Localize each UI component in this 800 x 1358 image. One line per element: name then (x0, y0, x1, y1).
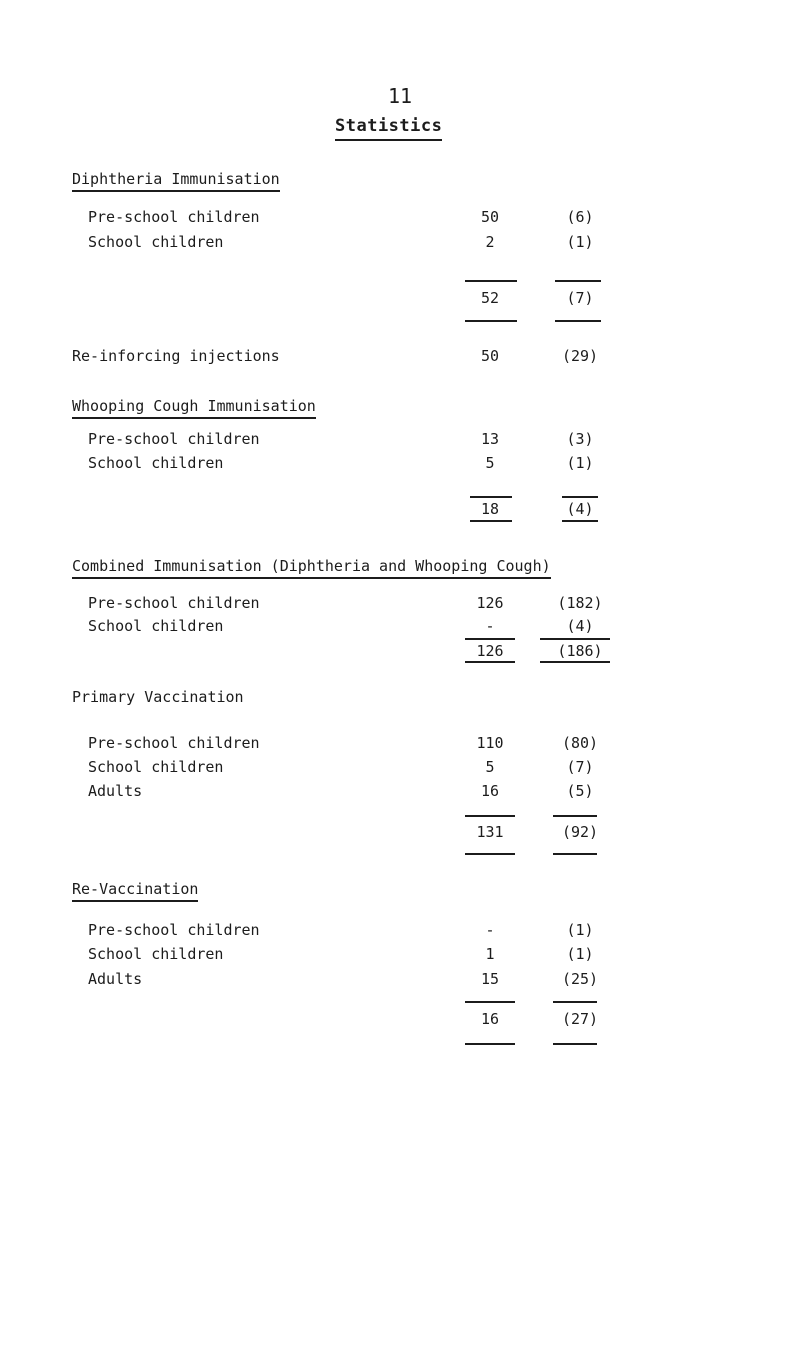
reinforcing-label: Re-inforcing injections (72, 347, 280, 365)
total-rule (465, 853, 515, 855)
row-label: School children (88, 233, 224, 251)
row-label: School children (88, 945, 224, 963)
row-value-bracket: (7) (566, 758, 594, 776)
total-rule (555, 320, 601, 322)
reinforcing-value: 50 (480, 347, 500, 365)
total-rule (553, 1001, 597, 1003)
combined-heading: Combined Immunisation (Diphtheria and Whooping Cough) (72, 557, 551, 579)
total-rule (465, 638, 515, 640)
page-number: 11 (387, 84, 413, 108)
row-value-bracket: (4) (566, 617, 594, 635)
total-rule (470, 496, 512, 498)
page-title: Statistics (335, 116, 442, 141)
total-value-bracket: (92) (561, 823, 599, 841)
total-value-bracket: (7) (566, 289, 594, 307)
total-value: 126 (476, 642, 504, 660)
row-value: 5 (485, 454, 495, 472)
row-value-bracket: (1) (566, 233, 594, 251)
row-value: 110 (476, 734, 504, 752)
row-value-bracket: (25) (561, 970, 599, 988)
row-value: 13 (480, 430, 500, 448)
total-rule (555, 280, 601, 282)
row-value: 1 (485, 945, 495, 963)
row-value-bracket: (182) (557, 594, 603, 612)
total-rule (562, 496, 598, 498)
revacc-heading: Re-Vaccination (72, 880, 198, 902)
row-label: Pre-school children (88, 208, 260, 226)
total-rule (465, 815, 515, 817)
total-rule (553, 853, 597, 855)
row-label: Pre-school children (88, 734, 260, 752)
reinforcing-value-bracket: (29) (561, 347, 599, 365)
total-rule (553, 1043, 597, 1045)
row-value-bracket: (3) (566, 430, 594, 448)
total-rule (465, 280, 517, 282)
total-value-bracket: (4) (566, 500, 594, 518)
total-rule (562, 520, 598, 522)
row-label: School children (88, 758, 224, 776)
row-label: Adults (88, 782, 143, 800)
row-label: Pre-school children (88, 921, 260, 939)
row-label: School children (88, 617, 224, 635)
total-value: 131 (476, 823, 504, 841)
row-value-bracket: (1) (566, 945, 594, 963)
row-label: Pre-school children (88, 594, 260, 612)
row-value: 50 (480, 208, 500, 226)
row-value: - (485, 617, 495, 635)
row-label: School children (88, 454, 224, 472)
total-rule (553, 815, 597, 817)
total-value: 52 (480, 289, 500, 307)
total-value: 16 (480, 1010, 500, 1028)
total-value-bracket: (186) (557, 642, 603, 660)
total-value-bracket: (27) (561, 1010, 599, 1028)
total-rule (465, 661, 515, 663)
total-rule (465, 1001, 515, 1003)
total-rule (465, 320, 517, 322)
row-value: 126 (476, 594, 504, 612)
row-value: 5 (485, 758, 495, 776)
total-value: 18 (480, 500, 500, 518)
row-value: 15 (480, 970, 500, 988)
row-value-bracket: (80) (561, 734, 599, 752)
row-value-bracket: (5) (566, 782, 594, 800)
total-rule (470, 520, 512, 522)
row-value-bracket: (6) (566, 208, 594, 226)
row-value: 2 (485, 233, 495, 251)
row-value-bracket: (1) (566, 454, 594, 472)
row-label: Adults (88, 970, 143, 988)
whooping-heading: Whooping Cough Immunisation (72, 397, 316, 419)
primary-heading: Primary Vaccination (72, 688, 244, 706)
row-value-bracket: (1) (566, 921, 594, 939)
row-value: 16 (480, 782, 500, 800)
row-label: Pre-school children (88, 430, 260, 448)
total-rule (540, 661, 610, 663)
row-value: - (485, 921, 495, 939)
diphtheria-heading: Diphtheria Immunisation (72, 170, 280, 192)
total-rule (465, 1043, 515, 1045)
total-rule (540, 638, 610, 640)
